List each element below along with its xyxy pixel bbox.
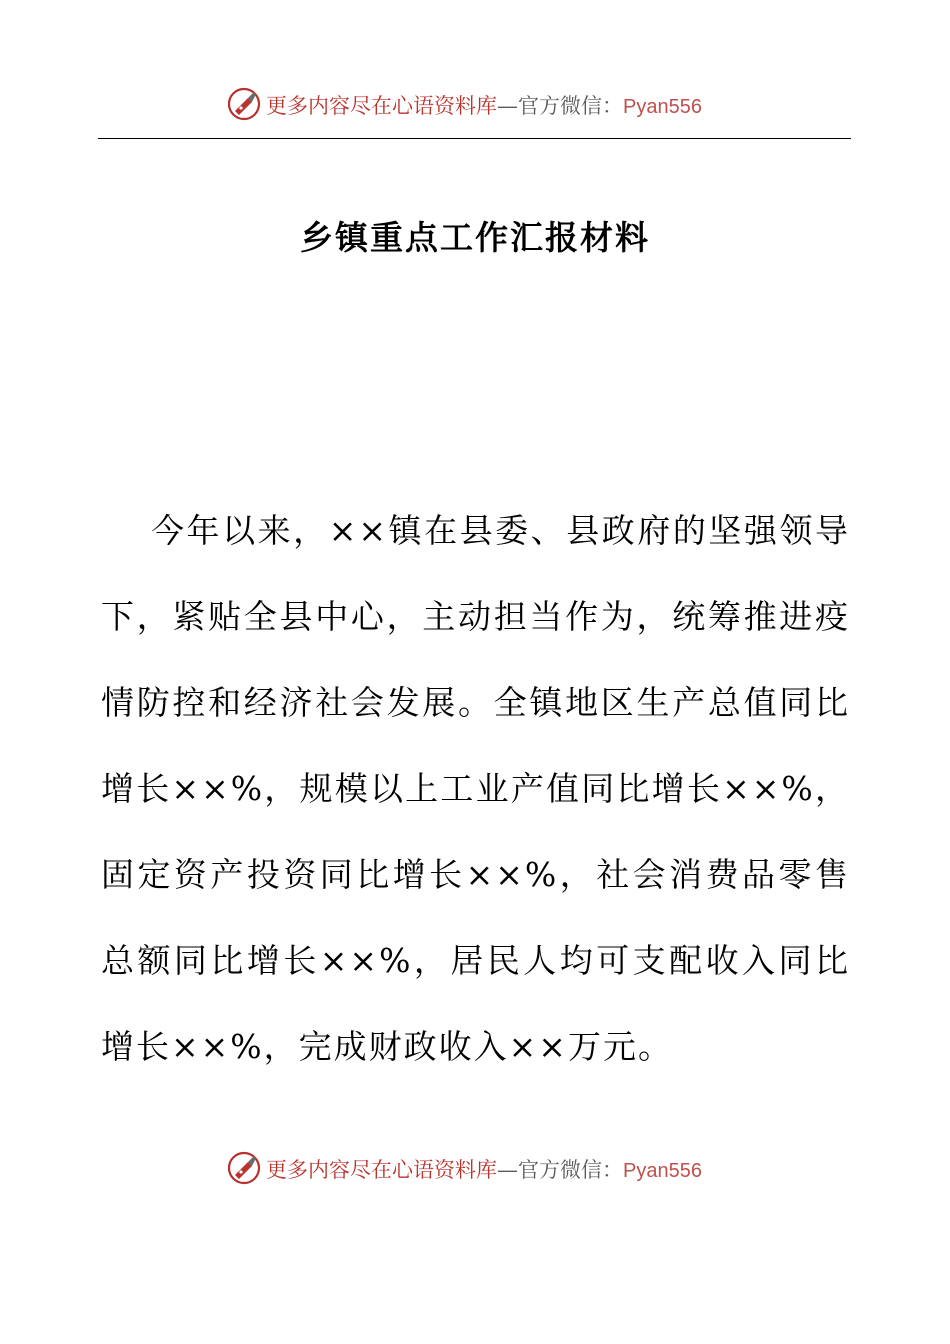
banner-site-name: 更多内容尽在心语资料库 <box>266 1158 497 1182</box>
footer-banner <box>0 1148 950 1188</box>
pen-nib-logo-icon <box>226 86 262 122</box>
banner-site-name: 更多内容尽在心语资料库 <box>266 94 497 118</box>
header-divider <box>98 138 851 139</box>
banner-text <box>266 1154 702 1184</box>
document-paragraph: 今年以来，××镇在县委、县政府的坚强领导下，紧贴全县中心，主动担当作为，统筹推进疫情防控和经济社会发展。全镇地区生产总值同比增长××%，规模以上工业产值同比增长××%，固定资产投资同比增长××%，社会消费品零售总额同比增长××%，居民人均可支配收入同比增长××%，完成财政收入××万元。 <box>101 511 850 1066</box>
banner-wechat-id: Pyan556 <box>623 1160 702 1182</box>
banner-separator: —官方微信： <box>497 94 623 118</box>
document-title: 乡镇重点工作汇报材料 <box>300 218 650 257</box>
pen-nib-logo-icon <box>226 1150 262 1186</box>
banner-wechat-id: Pyan556 <box>623 96 702 118</box>
banner-text <box>266 90 702 120</box>
banner-separator: —官方微信： <box>497 1158 623 1182</box>
header-banner <box>0 84 950 124</box>
